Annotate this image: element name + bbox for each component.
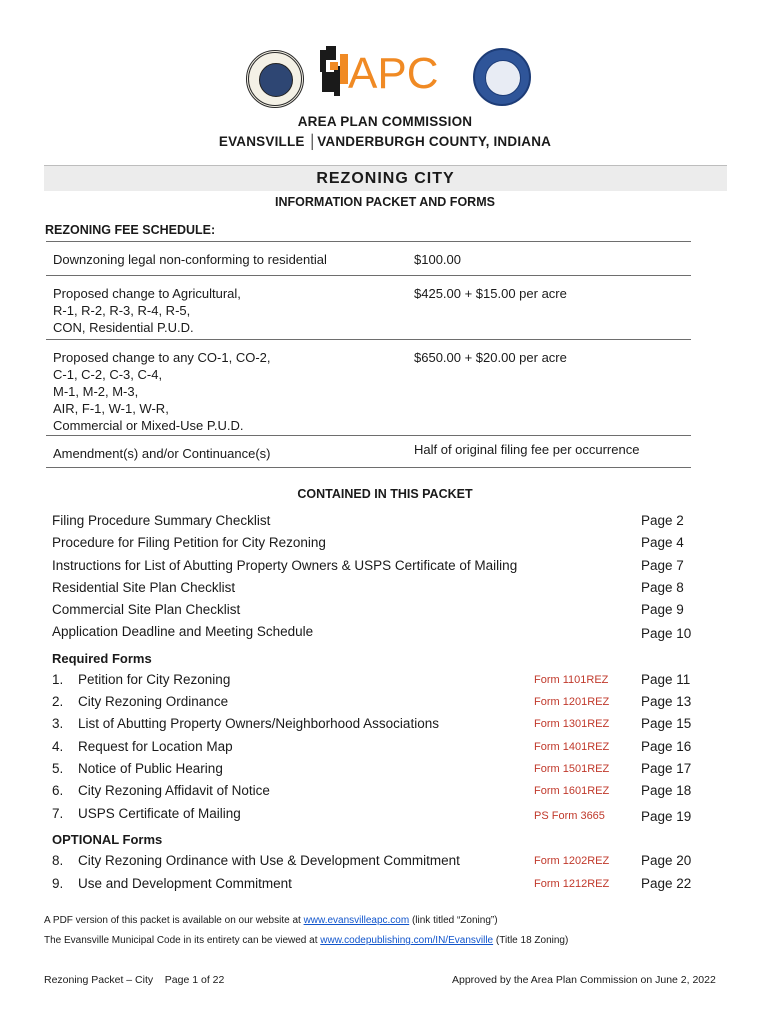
org-line-2: EVANSVILLE │VANDERBURGH COUNTY, INDIANA [218, 134, 552, 149]
form-code: Form 1501REZ [534, 763, 610, 775]
contents-item-label: Commercial Site Plan Checklist [52, 602, 241, 617]
form-page: Page 16 [641, 739, 692, 754]
page-subtitle: INFORMATION PACKET AND FORMS [275, 195, 495, 209]
contents-item-page: Page 10 [641, 626, 692, 641]
form-number: 9. [52, 876, 64, 891]
form-title: Request for Location Map [78, 739, 233, 754]
fee-row [46, 242, 691, 276]
fee-schedule-heading: REZONING FEE SCHEDULE: [45, 223, 216, 237]
form-title: City Rezoning Ordinance [78, 694, 229, 709]
apc-logo-text: APC [348, 49, 439, 98]
form-title: City Rezoning Ordinance with Use & Development Commitment [78, 853, 460, 868]
contents-item [52, 580, 697, 602]
form-page: Page 22 [641, 876, 692, 891]
form-page: Page 20 [641, 853, 692, 868]
form-code: Form 1201REZ [534, 696, 610, 708]
fee-amount: Half of original filing fee per occurrence [408, 436, 691, 468]
contents-item-label: Procedure for Filing Petition for City Rezoning [52, 535, 326, 550]
evansville-seal-center [259, 63, 293, 97]
form-code: Form 1301REZ [534, 718, 610, 730]
form-code: PS Form 3665 [534, 810, 605, 822]
required-form-item [52, 739, 697, 761]
required-form-item [52, 672, 697, 694]
fee-description: Amendment(s) and/or Continuance(s) [46, 436, 408, 468]
vanderburgh-seal-center [485, 60, 521, 96]
contents-item [52, 602, 697, 624]
form-number: 7. [52, 806, 64, 821]
form-page: Page 15 [641, 716, 692, 731]
contents-item-page: Page 2 [641, 513, 684, 528]
fee-amount: $100.00 [408, 242, 691, 276]
contents-item-label: Filing Procedure Summary Checklist [52, 513, 271, 528]
fee-row [46, 340, 691, 436]
pdf-note-prefix: A PDF version of this packet is available on our website at [44, 915, 304, 926]
form-number: 2. [52, 694, 64, 709]
required-form-item [52, 806, 697, 828]
code-note-prefix: The Evansville Municipal Code in its entirety can be viewed at [44, 935, 321, 946]
fee-row [46, 436, 691, 468]
form-code: Form 1401REZ [534, 741, 610, 753]
optional-form-item [52, 876, 697, 898]
form-title: Use and Development Commitment [78, 876, 292, 891]
contents-item-label: Instructions for List of Abutting Property Owners & USPS Certificate of Mailing [52, 558, 518, 573]
form-code: Form 1101REZ [534, 674, 609, 686]
fee-amount: $650.00 + $20.00 per acre [408, 340, 691, 436]
fee-description: Downzoning legal non-conforming to residential [46, 242, 408, 276]
contents-item [52, 624, 697, 646]
form-code: Form 1212REZ [534, 878, 610, 890]
pdf-note-suffix: (link titled “Zoning”) [409, 915, 498, 926]
apc-logo [318, 44, 450, 104]
fee-row [46, 276, 691, 340]
required-form-item [52, 761, 697, 783]
optional-forms-heading: OPTIONAL Forms [52, 832, 163, 847]
form-number: 3. [52, 716, 64, 731]
page-title: REZONING CITY [44, 165, 727, 191]
form-title: USPS Certificate of Mailing [78, 806, 241, 821]
footer-approval: Approved by the Area Plan Commission on June 2, 2022 [452, 974, 716, 986]
form-page: Page 17 [641, 761, 692, 776]
contents-item-label: Residential Site Plan Checklist [52, 580, 236, 595]
form-number: 8. [52, 853, 64, 868]
contents-item [52, 535, 697, 557]
footer-page-info: Rezoning Packet – City Page 1 of 22 [44, 974, 225, 986]
form-page: Page 18 [641, 783, 692, 798]
required-form-item [52, 694, 697, 716]
contents-item-page: Page 4 [641, 535, 684, 550]
form-number: 5. [52, 761, 64, 776]
municipal-code-note [44, 935, 568, 946]
fee-description: Proposed change to any CO-1, CO-2, C-1, C-2, C-3, C-4, M-1, M-2, M-3, AIR, F-1, W-1, W-R, Commercial or Mixed-Use P.U.D. [46, 340, 408, 436]
fee-schedule-table [46, 241, 691, 468]
form-title: Notice of Public Hearing [78, 761, 223, 776]
form-number: 4. [52, 739, 64, 754]
form-page: Page 11 [641, 672, 691, 687]
org-line-1: AREA PLAN COMMISSION [297, 114, 473, 129]
required-forms-heading: Required Forms [52, 651, 152, 666]
vanderburgh-county-seal [473, 48, 531, 106]
form-title: Petition for City Rezoning [78, 672, 231, 687]
required-form-item [52, 716, 697, 738]
form-code: Form 1601REZ [534, 785, 610, 797]
fee-description: Proposed change to Agricultural, R-1, R-2, R-3, R-4, R-5, CON, Residential P.U.D. [46, 276, 408, 340]
contents-item-page: Page 7 [641, 558, 684, 573]
pdf-availability-note [44, 915, 498, 926]
required-form-item [52, 783, 697, 805]
optional-form-item [52, 853, 697, 875]
apc-website-link[interactable]: www.evansvilleapc.com [303, 915, 410, 926]
form-page: Page 19 [641, 809, 692, 824]
contents-item [52, 513, 697, 535]
form-number: 1. [52, 672, 64, 687]
code-note-suffix: (Title 18 Zoning) [493, 935, 569, 946]
evansville-city-seal [246, 50, 304, 108]
form-title: List of Abutting Property Owners/Neighborhood Associations [78, 716, 439, 731]
form-title: City Rezoning Affidavit of Notice [78, 783, 270, 798]
form-page: Page 13 [641, 694, 692, 709]
contents-item-label: Application Deadline and Meeting Schedule [52, 624, 314, 639]
municipal-code-link[interactable]: www.codepublishing.com/IN/Evansville [320, 935, 494, 946]
contents-heading: CONTAINED IN THIS PACKET [297, 487, 473, 501]
contents-item-page: Page 8 [641, 580, 684, 595]
fee-amount: $425.00 + $15.00 per acre [408, 276, 691, 340]
form-code: Form 1202REZ [534, 855, 610, 867]
form-number: 6. [52, 783, 64, 798]
contents-item [52, 558, 697, 580]
contents-item-page: Page 9 [641, 602, 684, 617]
